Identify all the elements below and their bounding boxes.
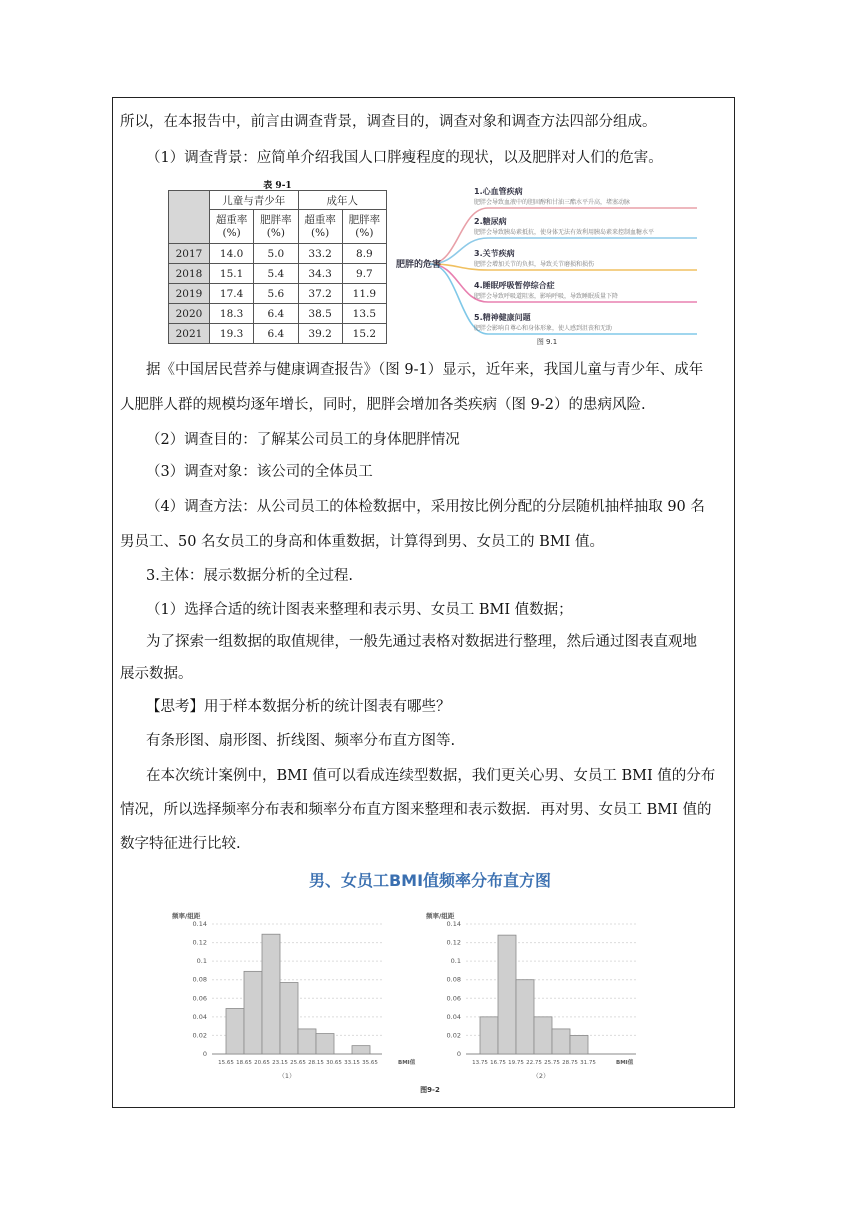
y-tick-label: 0.1 [450, 957, 461, 966]
paragraph: 有条形图、扇形图、折线图、频率分布直方图等. [146, 733, 456, 749]
histogram-panel [171, 911, 416, 1080]
paragraph: 所以，在本报告中，前言由调查背景，调查目的，调查对象和调查方法四部分组成。 [120, 114, 657, 130]
y-tick-label: 0.14 [446, 920, 461, 928]
column-header-label: 肥胖率 [260, 213, 292, 226]
paragraph: （2）调查目的：了解某公司员工的身体肥胖情况 [146, 432, 460, 448]
histogram-bar [262, 934, 280, 1054]
column-header-unit: (%) [355, 226, 374, 239]
y-tick-label: 0.02 [192, 1031, 207, 1040]
y-tick-label: 0.12 [446, 938, 461, 947]
table-cell: 17.4 [210, 284, 254, 304]
y-tick-label: 0.14 [192, 920, 207, 928]
table-cell: 11.9 [342, 284, 386, 304]
paragraph: 据《中国居民营养与健康调查报告》（图 9-1）显示，近年来，我国儿童与青少年、成年 [146, 362, 704, 378]
histogram-bar [552, 1029, 570, 1054]
y-tick-label: 0.08 [192, 975, 207, 984]
paragraph: （1）调查背景：应简单介绍我国人口胖瘦程度的现状，以及肥胖对人们的危害。 [146, 150, 663, 166]
x-tick-label: 18.65 [236, 1060, 252, 1066]
panel-label: （1） [278, 1072, 296, 1080]
y-tick-label: 0.06 [446, 994, 461, 1003]
histogram-bar [480, 1017, 498, 1054]
x-tick-label: 23.15 [272, 1060, 288, 1066]
table-group-header: 儿童与青少年 [210, 191, 299, 210]
panel-label: （2） [532, 1072, 550, 1080]
mindmap-branch-title: 3.关节疾病 [474, 249, 515, 258]
paragraph: 为了探索一组数据的取值规律，一般先通过表格对数据进行整理，然后通过图表直观地 [146, 634, 697, 650]
table-cell: 6.4 [254, 324, 298, 344]
paragraph: 人肥胖人群的规模均逐年增长，同时，肥胖会增加各类疾病（图 9-2）的患病风险. [120, 397, 646, 413]
data-table [168, 190, 387, 344]
table-cell: 15.2 [342, 324, 386, 344]
table-row-year: 2020 [169, 304, 210, 324]
table-cell: 9.7 [342, 264, 386, 284]
paragraph: 男员工、50 名女员工的身高和体重数据，计算得到男、女员工的 BMI 值。 [120, 534, 605, 550]
mindmap-figure [392, 172, 702, 350]
histogram-bar [280, 983, 298, 1055]
table-row-year: 2018 [169, 264, 210, 284]
x-tick-label: 28.15 [308, 1060, 324, 1066]
table-row-year: 2017 [169, 244, 210, 264]
y-tick-label: 0.04 [446, 1012, 461, 1021]
paragraph: 3.主体：展示数据分析的全过程. [146, 568, 353, 584]
x-tick-label: 16.75 [490, 1060, 506, 1066]
mindmap-branch-title: 2.糖尿病 [474, 217, 507, 226]
x-axis-label: BMI值 [616, 1060, 634, 1066]
table-cell: 38.5 [298, 304, 342, 324]
column-header-unit: (%) [222, 226, 241, 239]
table-cell: 18.3 [210, 304, 254, 324]
x-axis-label: BMI值 [398, 1060, 416, 1066]
histogram-figure [160, 900, 700, 1100]
x-tick-label: 15.65 [218, 1060, 234, 1066]
column-header-unit: (%) [311, 226, 330, 239]
mindmap-branch-title: 5.精神健康问题 [474, 313, 531, 322]
table-caption: 表 9-1 [263, 181, 292, 191]
table-cell: 33.2 [298, 244, 342, 264]
table-row-year: 2019 [169, 284, 210, 304]
x-tick-label: 25.75 [544, 1060, 560, 1066]
paragraph: （4）调查方法：从公司员工的体检数据中，采用按比例分配的分层随机抽样抽取 90 名 [146, 499, 705, 515]
table-column-header [210, 210, 254, 244]
mindmap-branch-desc: 肥胖会导致胰岛素抵抗，使身体无法有效利用胰岛素来控制血糖水平 [474, 229, 655, 236]
table-cell: 19.3 [210, 324, 254, 344]
table-column-header [342, 210, 386, 244]
table-cell: 15.1 [210, 264, 254, 284]
histogram-bar [516, 980, 534, 1054]
mindmap-caption: 图 9.1 [536, 338, 558, 346]
y-tick-label: 0.02 [446, 1031, 461, 1040]
table-cell: 5.6 [254, 284, 298, 304]
table-group-header: 成年人 [298, 191, 387, 210]
y-tick-label: 0.12 [192, 938, 207, 947]
paragraph: 在本次统计案例中，BMI 值可以看成连续型数据，我们更关心男、女员工 BMI 值的分布 [146, 768, 716, 784]
paragraph: （3）调查对象：该公司的全体员工 [146, 464, 373, 480]
y-tick-label: 0.08 [446, 975, 461, 984]
column-header-unit: (%) [266, 226, 285, 239]
table-row [169, 284, 387, 304]
x-tick-label: 25.65 [290, 1060, 306, 1066]
x-tick-label: 35.65 [362, 1060, 378, 1066]
x-tick-label: 13.75 [472, 1060, 488, 1066]
x-tick-label: 31.75 [580, 1060, 596, 1066]
histogram-bar [226, 1009, 244, 1055]
mindmap-branch-title: 1.心血管疾病 [474, 187, 523, 196]
histogram-bar [316, 1034, 334, 1054]
y-axis-label: 频率/组距 [426, 912, 455, 920]
table-row [169, 324, 387, 344]
mindmap-branch-line [430, 208, 697, 264]
histogram-bar [534, 1017, 552, 1054]
x-tick-label: 33.15 [344, 1060, 360, 1066]
mindmap-center: 肥胖的危害 [396, 260, 442, 270]
y-tick-label: 0 [456, 1050, 461, 1058]
x-tick-label: 20.65 [254, 1060, 270, 1066]
mindmap-branch-desc: 肥胖会影响自尊心和身体形象，使人感到沮丧和无助 [474, 325, 613, 332]
paragraph: 展示数据。 [120, 666, 193, 682]
column-header-label: 超重率 [304, 213, 336, 226]
histogram-bar [498, 935, 516, 1054]
table-cell: 34.3 [298, 264, 342, 284]
mindmap-branch-desc: 肥胖会导致血液中的胆固醇和甘油三酯水平升高，堵塞动脉 [474, 199, 631, 206]
table-cell: 37.2 [298, 284, 342, 304]
y-axis-label: 频率/组距 [172, 912, 201, 920]
y-tick-label: 0.1 [196, 957, 207, 966]
table-column-header [298, 210, 342, 244]
x-tick-label: 28.75 [562, 1060, 578, 1066]
x-tick-label: 22.75 [526, 1060, 542, 1066]
paragraph: （1）选择合适的统计图表来整理和表示男、女员工 BMI 值数据； [146, 602, 573, 618]
histogram-bar [570, 1035, 588, 1054]
histogram-bar [298, 1029, 316, 1054]
mindmap-branch-desc: 肥胖会导致呼吸道阻塞，影响呼吸，导致睡眠质量下降 [474, 293, 619, 300]
column-header-label: 肥胖率 [348, 213, 381, 226]
y-tick-label: 0.04 [192, 1012, 207, 1021]
paragraph: 情况，所以选择频率分布表和频率分布直方图来整理和表示数据．再对男、女员工 BMI 值的 [120, 802, 712, 818]
table-column-header [254, 210, 298, 244]
column-header-label: 超重率 [215, 213, 248, 226]
paragraph: 数字特征进行比较. [120, 836, 241, 852]
table-cell: 5.4 [254, 264, 298, 284]
table-cell: 13.5 [342, 304, 386, 324]
x-tick-label: 19.75 [508, 1060, 524, 1066]
table-cell: 39.2 [298, 324, 342, 344]
table-row [169, 264, 387, 284]
paragraph: 【思考】用于样本数据分析的统计图表有哪些？ [146, 699, 451, 715]
x-tick-label: 30.65 [326, 1060, 342, 1066]
table-row [169, 244, 387, 264]
table-corner [169, 191, 210, 244]
table-cell: 5.0 [254, 244, 298, 264]
table-row [169, 304, 387, 324]
table-cell: 6.4 [254, 304, 298, 324]
y-tick-label: 0.06 [192, 994, 207, 1003]
mindmap-branch-desc: 肥胖会增加关节的负担，导致关节磨损和损伤 [474, 261, 595, 268]
histogram-bar [352, 1046, 370, 1054]
histogram-bar [244, 971, 262, 1054]
table-cell: 8.9 [342, 244, 386, 264]
y-tick-label: 0 [202, 1050, 207, 1058]
table-row-year: 2021 [169, 324, 210, 344]
mindmap-branch-title: 4.睡眠呼吸暂停综合症 [474, 281, 555, 290]
figure-caption: 图9-2 [420, 1086, 440, 1094]
figure-title: 男、女员工BMI值频率分布直方图 [308, 871, 552, 890]
table-cell: 14.0 [210, 244, 254, 264]
histogram-panel [425, 911, 636, 1080]
